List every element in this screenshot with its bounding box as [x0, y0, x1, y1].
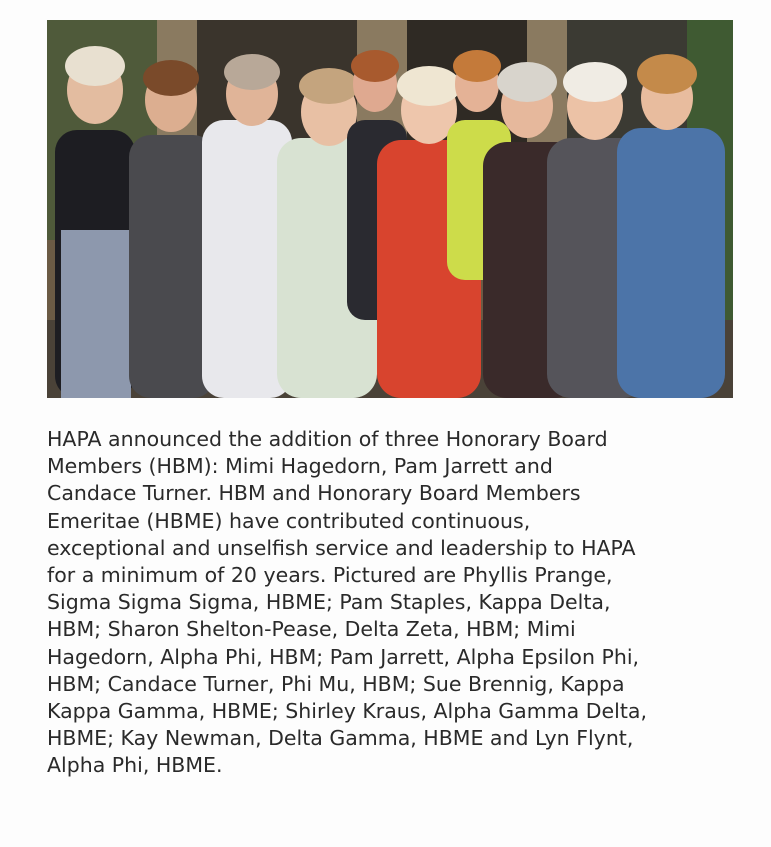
caption-line: exceptional and unselfish service and leadership to HAPA: [47, 535, 636, 560]
caption-line: Kappa Gamma, HBME; Shirley Kraus, Alpha Gamma Delta,: [47, 699, 647, 724]
caption-line: Sigma Sigma Sigma, HBME; Pam Staples, Kappa Delta,: [47, 590, 611, 615]
caption-line: Members (HBM): Mimi Hagedorn, Pam Jarrett and: [47, 454, 553, 479]
caption-line: HAPA announced the addition of three Honorary Board: [47, 427, 608, 451]
caption-line: Hagedorn, Alpha Phi, HBM; Pam Jarrett, Alpha Epsilon Phi,: [47, 644, 640, 669]
caption-line: HBM; Sharon Shelton-Pease, Delta Zeta, HBM; Mimi: [47, 617, 576, 642]
group-photo: [47, 20, 733, 398]
caption-line: Candace Turner. HBM and Honorary Board Members: [47, 481, 581, 506]
caption-line: Emeritae (HBME) have contributed continuous,: [47, 508, 531, 533]
caption-line: Alpha Phi, HBME.: [47, 753, 223, 778]
caption-line: HBM; Candace Turner, Phi Mu, HBM; Sue Brennig, Kappa: [47, 671, 625, 696]
caption-line: HBME; Kay Newman, Delta Gamma, HBME and Lyn Flynt,: [47, 726, 634, 751]
photo-caption: [47, 426, 762, 780]
caption-line: for a minimum of 20 years. Pictured are Phyllis Prange,: [47, 563, 613, 588]
